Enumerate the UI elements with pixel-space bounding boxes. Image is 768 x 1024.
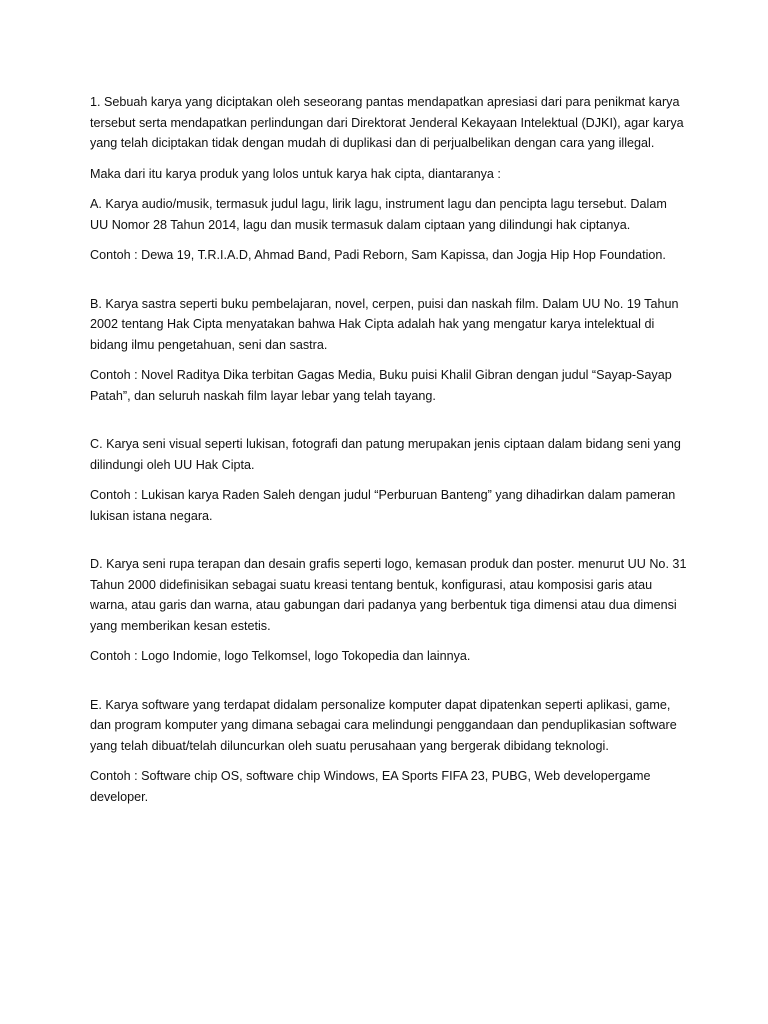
section-c-text: C. Karya seni visual seperti lukisan, fotografi dan patung merupakan jenis ciptaan dalam bidang seni yang dilindungi oleh UU Hak Cipta. [90,437,681,472]
section-spacer [90,677,688,695]
lead-paragraph: Maka dari itu karya produk yang lolos untuk karya hak cipta, diantaranya : [90,166,501,181]
section-c-example: Contoh : Lukisan karya Raden Saleh dengan judul “Perburuan Banteng” yang dihadirkan dalam pameran lukisan istana negara. [90,488,676,523]
document-body [90,92,688,817]
section-b-text: B. Karya sastra seperti buku pembelajaran, novel, cerpen, puisi dan naskah film. Dalam UU No. 19 Tahun 2002 tentang Hak Cipta menyatakan bahwa Hak Cipta adalah hak yang mengatur karya intelektual di bidang ilmu pengetahuan, seni dan sastra. [90,296,679,352]
section-spacer [90,276,688,294]
section-b-example: Contoh : Novel Raditya Dika terbitan Gagas Media, Buku puisi Khalil Gibran dengan judul “Sayap-Sayap Patah”, dan seluruh naskah film layar lebar yang telah tayang. [90,368,672,403]
section-d-text: D. Karya seni rupa terapan dan desain grafis seperti logo, kemasan produk dan poster. menurut UU No. 31 Tahun 2000 didefinisikan sebagai suatu kreasi tentang bentuk, konfigurasi, atau komposisi garis atau warna, atau garis dan warna, atau gabungan dari padanya yang berbentuk tiga dimensi atau dua dimensi yang memberikan kesan estetis. [90,557,687,633]
section-d-example: Contoh : Logo Indomie, logo Telkomsel, logo Tokopedia dan lainnya. [90,649,471,663]
section-spacer [90,536,688,554]
intro-paragraph: 1. Sebuah karya yang diciptakan oleh seseorang pantas mendapatkan apresiasi dari para penikmat karya tersebut serta mendapatkan perlindungan dari Direktorat Jenderal Kekayaan Intelektual (DJKI), agar karya yang telah diciptakan tidak dengan mudah di duplikasi dan di perjualbelikan dengan cara yang illegal. [90,95,684,150]
section-e-example: Contoh : Software chip OS, software chip Windows, EA Sports FIFA 23, PUBG, Web developergame developer. [90,769,651,804]
section-a-text: A. Karya audio/musik, termasuk judul lagu, lirik lagu, instrument lagu dan pencipta lagu tersebut. Dalam UU Nomor 28 Tahun 2014, lagu dan musik termasuk dalam ciptaan yang dilindungi hak ciptanya. [90,197,667,232]
section-a-example: Contoh : Dewa 19, T.R.I.A.D, Ahmad Band, Padi Reborn, Sam Kapissa, dan Jogja Hip Hop Foundation. [90,248,666,262]
section-e-text: E. Karya software yang terdapat didalam personalize komputer dapat dipatenkan seperti aplikasi, game, dan program komputer yang dimana sebagai cara melindungi penggandaan dan penduplikasian software yang telah dibuat/telah diluncurkan oleh suatu perusahaan yang bergerak dibidang teknologi. [90,697,677,753]
section-spacer [90,416,688,434]
